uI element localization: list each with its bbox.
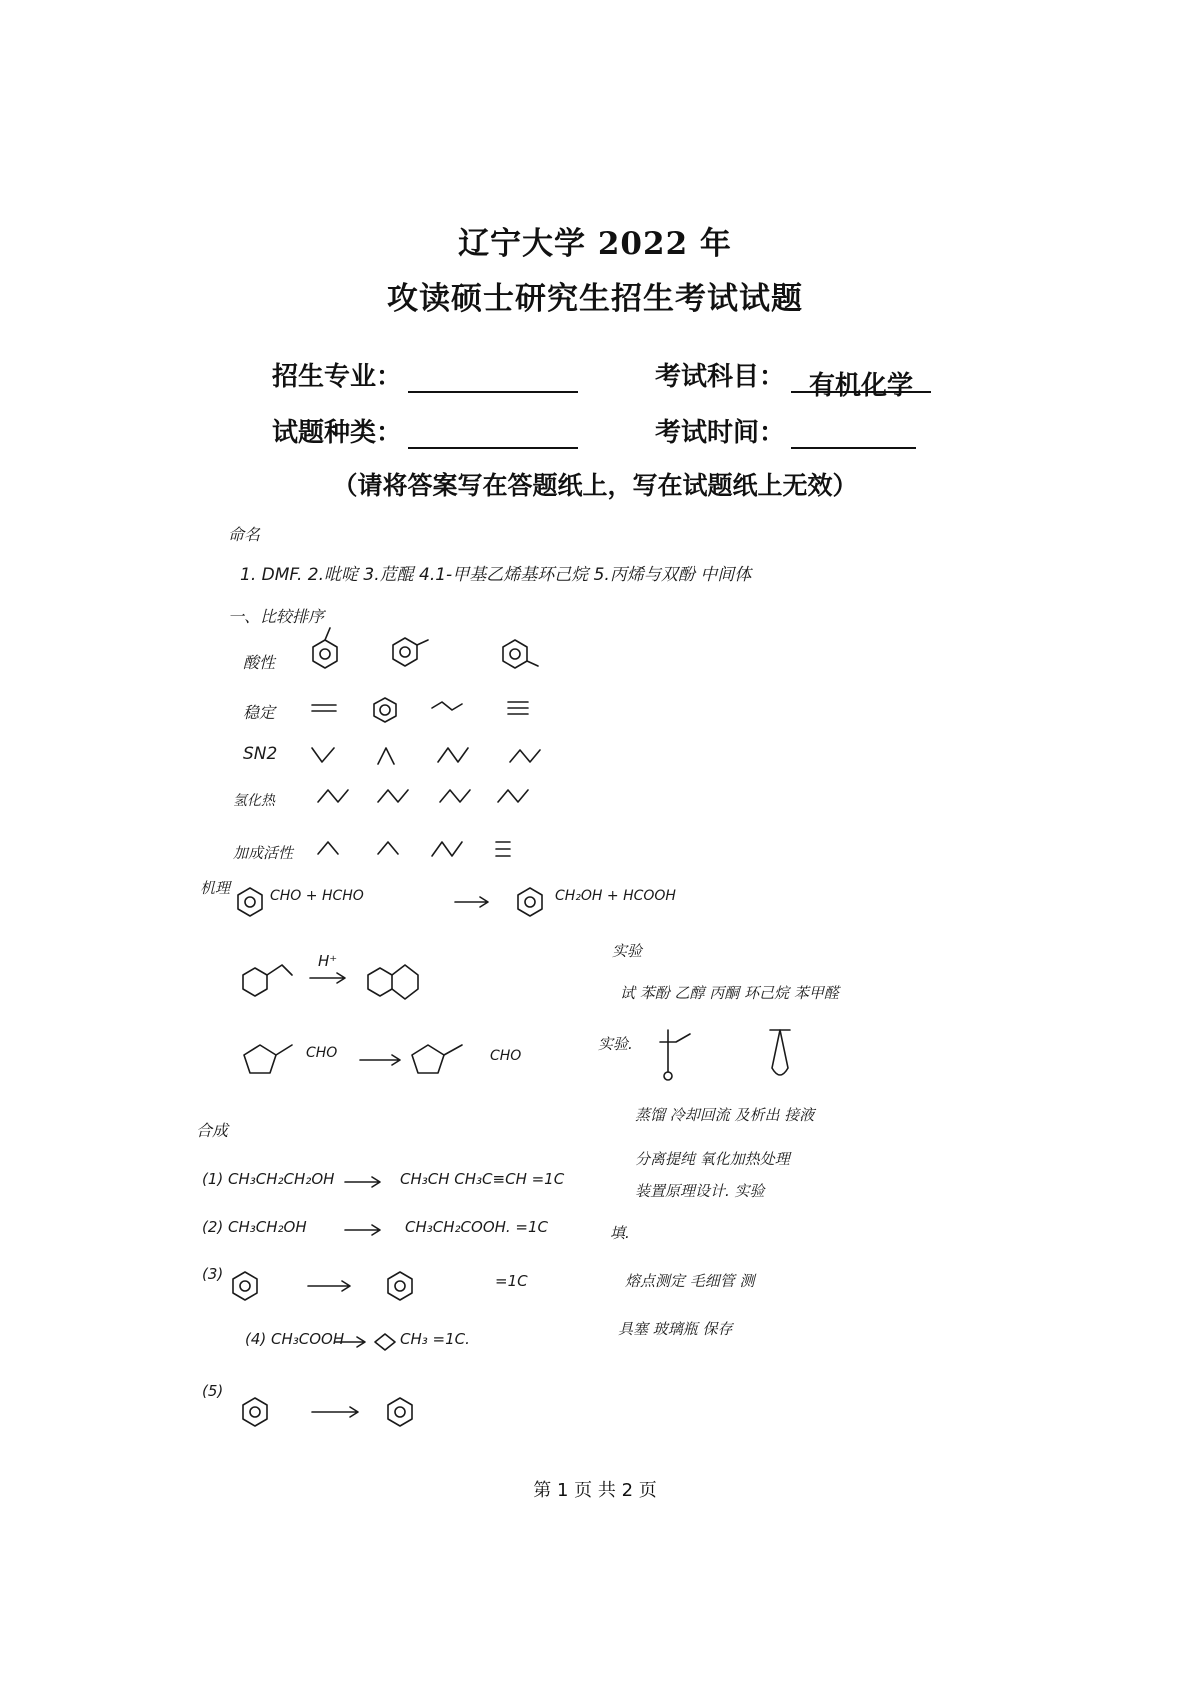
sn2-sketches xyxy=(312,748,540,764)
subject-value: 有机化学 xyxy=(791,365,931,393)
hw-syn4-left: (4) CH₃COOH xyxy=(245,1330,345,1348)
synthesis-arrows xyxy=(233,1177,412,1426)
acid-ring-1 xyxy=(313,628,337,668)
hw-syn5-left: (5) xyxy=(202,1382,224,1400)
exam-subtitle: 攻读硕士研究生招生考试试题 xyxy=(387,281,803,317)
hw-naming-line: 1. DMF. 2.吡啶 3.苊醌 4.1-甲基乙烯基环己烷 5.丙烯与双酚 中间体 xyxy=(240,565,752,585)
hw-m1-left: CHO + HCHO xyxy=(270,888,364,904)
hw-fill-title: 填. xyxy=(610,1224,630,1242)
hw-heat-label: 氢化热 xyxy=(233,793,275,809)
stability-sketches xyxy=(312,698,528,722)
exam-title: 辽宁大学 2022 年 xyxy=(458,226,732,262)
hw-section-naming-title: 命名 xyxy=(228,525,261,544)
mech1-sketch xyxy=(238,888,542,916)
hw-exp-title: 实验 xyxy=(612,942,643,960)
subject-label: 考试科目： xyxy=(655,362,786,392)
hw-acid-label: 酸性 xyxy=(243,653,276,672)
heat-sketches xyxy=(318,790,528,802)
hw-hydration-label: 加成活性 xyxy=(233,844,294,862)
hw-m2-reagent: H⁺ xyxy=(318,952,338,970)
hw-fill-line1: 熔点测定 毛细管 测 xyxy=(625,1272,755,1290)
hw-m1-right: CH₂OH + HCOOH xyxy=(555,888,676,904)
hw-m3-left: CHO xyxy=(306,1045,338,1061)
hw-syn3-right: =1C xyxy=(495,1272,528,1290)
hw-synthesis-title: 合成 xyxy=(196,1121,229,1140)
hw-mechanism-title: 机理 xyxy=(200,879,231,897)
hw-section-compare-title: 一、比较排序 xyxy=(228,607,325,626)
hw-fill-line2: 具塞 玻璃瓶 保存 xyxy=(618,1320,733,1338)
hw-m3-right: CHO xyxy=(490,1048,522,1064)
hw-exp-line1: 试 苯酚 乙醇 丙酮 环己烷 苯甲醛 xyxy=(620,984,839,1002)
hw-syn2-left: (2) CH₃CH₂OH xyxy=(202,1218,307,1236)
hw-syn2-right: CH₃CH₂COOH. =1C xyxy=(405,1218,549,1236)
hw-syn3-left: (3) xyxy=(202,1265,224,1283)
hw-sn2-label: SN2 xyxy=(243,744,278,764)
page-footer: 第 1 页 共 2 页 xyxy=(533,1480,657,1501)
type-label: 试题种类： xyxy=(272,418,403,448)
hw-exp-note1: 蒸馏 冷却回流 及析出 接液 xyxy=(635,1106,815,1124)
mech3-sketch xyxy=(244,1045,462,1073)
acid-ring-2 xyxy=(393,638,428,666)
hw-exp-note2: 分离提纯 氧化加热处理 xyxy=(635,1150,790,1168)
hw-stability-label: 稳定 xyxy=(243,703,276,722)
time-label: 考试时间： xyxy=(655,418,786,448)
exam-notice: （请将答案写在答题纸上，写在试题纸上无效） xyxy=(332,471,858,500)
major-label: 招生专业： xyxy=(272,362,403,392)
hydration-sketches xyxy=(318,842,510,856)
hw-syn4-right: CH₃ =1C. xyxy=(400,1330,470,1348)
hw-exp-label: 实验. xyxy=(598,1035,633,1053)
hw-syn1-left: (1) CH₃CH₂CH₂OH xyxy=(202,1170,335,1188)
hw-syn1-right: CH₃CH CH₃C≡CH =1C xyxy=(400,1170,565,1188)
acid-ring-3 xyxy=(503,640,538,668)
mech2-sketch xyxy=(243,965,418,999)
apparatus-sketch xyxy=(660,1030,790,1080)
hw-exp-note3: 装置原理设计. 实验 xyxy=(635,1182,765,1200)
